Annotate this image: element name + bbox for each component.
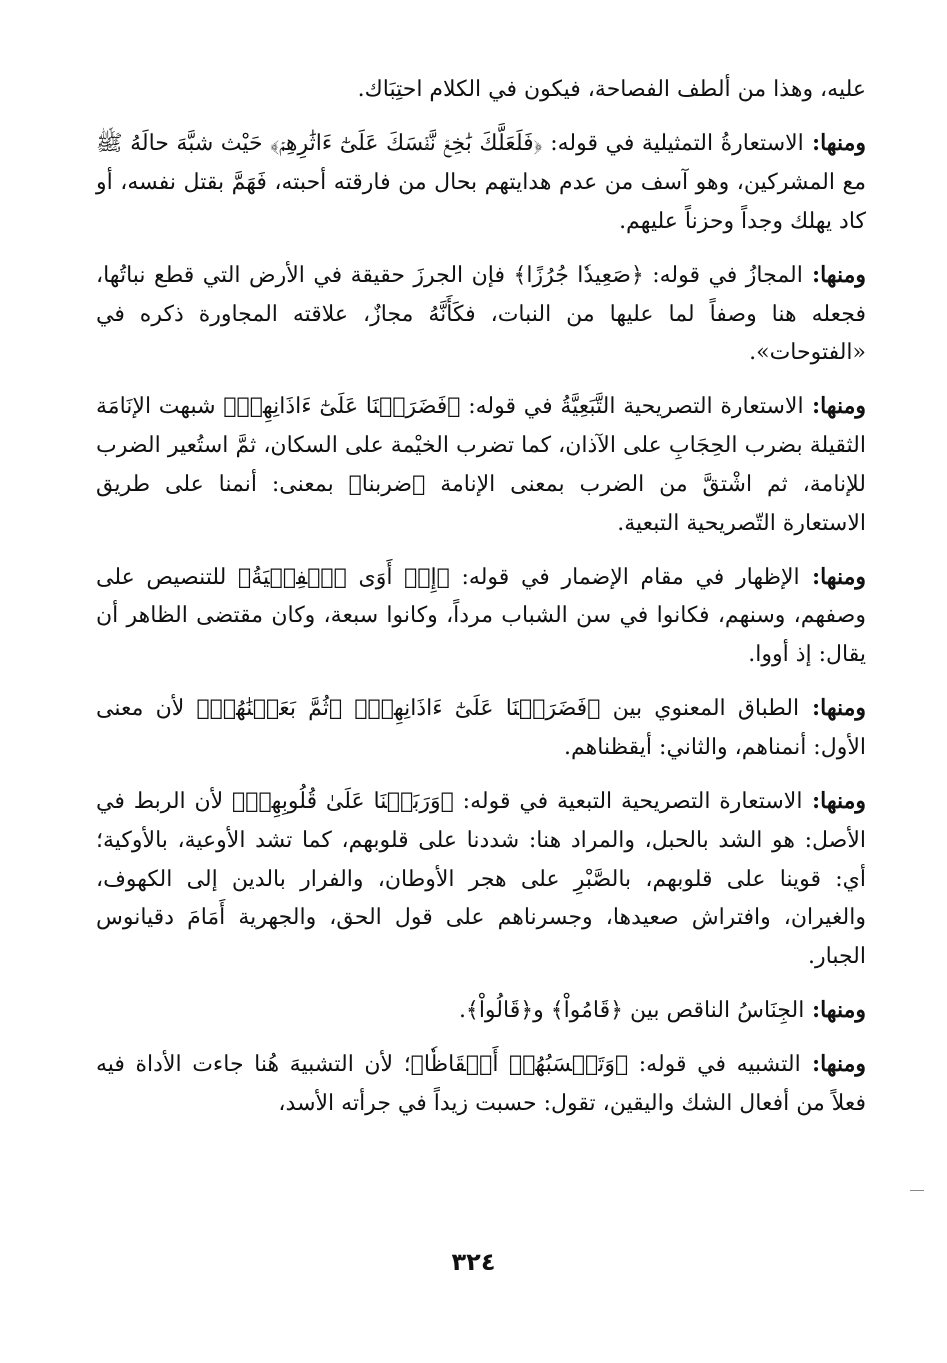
paragraph-5 bbox=[96, 558, 866, 675]
paragraph-lead: ومنها: bbox=[803, 130, 866, 157]
paragraph-text: الإظهار في مقام الإضمار في قوله: ﴿إِذۡ أَوَى ٱلۡفِتۡيَةُ﴾ للتنصيص على وصفهم، وسنهم، فكانوا في سن الشباب مرداً، وكانوا سبعة، وكان مقتضى الظاهر أن يقال: إذ أووا. bbox=[96, 564, 866, 668]
page-body bbox=[96, 70, 866, 1138]
paragraph-lead: ومنها: bbox=[800, 1051, 866, 1078]
margin-mark bbox=[910, 1190, 924, 1191]
paragraph-text: الاستعارة التصريحية التَّبَعِيَّةُ في قوله: ﴿فَضَرَبۡنَا عَلَىٰٓ ءَاذَانِهِمۡ﴾ شبهت الإنَامَة الثقيلة بضرب الحِجَابِ على الآذان، كما تضرب الخيْمة على السكان، ثمَّ استُعير الضرب للإنامة، ثم اشْتقَّ من الضرب بمعنى الإنامة ﴿ضربنا﴾ بمعنى: أنمنا على طريق الاستعارة التّصريحية التبعية. bbox=[96, 394, 866, 536]
paragraph-lead: ومنها: bbox=[799, 695, 867, 722]
paragraph-lead: ومنها: bbox=[804, 997, 866, 1024]
paragraph-lead: ومنها: bbox=[803, 393, 866, 420]
paragraph-lead: ومنها: bbox=[799, 563, 866, 590]
paragraph-1 bbox=[96, 70, 866, 110]
paragraph-text: التشبيه في قوله: ﴿وَتَحۡسَبُهُمۡ أَيۡقَاظٗا﴾؛ لأن التشبيهَ هُنا جاءت الأداة فيه فعلاً من أفعال الشك واليقين، تقول: حسبت زيداً في جرأته الأسد، bbox=[96, 1052, 866, 1117]
paragraph-text: الاستعارةُ التمثيلية في قوله: ﴿فَلَعَلَّكَ بَٰخِعٞ نَّفۡسَكَ عَلَىٰٓ ءَاثَٰرِهِمۡ﴾ حَيْث شبَّهَ حالَهُ ﷺ مع المشركين، وهو آسف من عدم هدايتهم بحال من فارقته أحبته، فَهَمَّ بقتل نفسه، أو كاد يهلك وجداً وحزناً عليهم. bbox=[96, 131, 866, 234]
page-number: ٣٢٤ bbox=[451, 1248, 496, 1276]
paragraph-6 bbox=[96, 689, 866, 767]
paragraph-text: عليه، وهذا من ألطف الفصاحة، فيكون في الكلام احتِبَاك. bbox=[357, 77, 866, 102]
paragraph-8 bbox=[96, 991, 866, 1031]
paragraph-lead: ومنها: bbox=[802, 261, 866, 288]
paragraph-lead: ومنها: bbox=[802, 788, 867, 815]
paragraph-2 bbox=[96, 124, 866, 241]
paragraph-text: المجازُ في قوله: ﴿صَعِيدٗا جُرُزًا﴾ فإن الجرزَ حقيقة في الأرض التي قطع نباتُها، فجعله هنا وصفاً لما عليها من النبات، فكَأَنَّهُ مجازٌ، علاقته المجاورة ذكره في «الفتوحات». bbox=[96, 262, 866, 366]
paragraph-7 bbox=[96, 782, 866, 977]
paragraph-3 bbox=[96, 256, 866, 373]
paragraph-text: الجِنَاسُ الناقص بين ﴿قَامُواْ﴾ و﴿قَالُواْ﴾. bbox=[458, 998, 805, 1024]
paragraph-text: الطباق المعنوي بين ﴿فَضَرَبۡنَا عَلَىٰٓ ءَاذَانِهِمۡ﴾ ﴿ثُمَّ بَعَثۡنَٰهُمۡ﴾ لأن معنى الأول: أنمناهم، والثاني: أيقظناهم. bbox=[96, 696, 866, 761]
paragraph-text: الاستعارة التصريحية التبعية في قوله: ﴿وَرَبَطۡنَا عَلَىٰ قُلُوبِهِمۡ﴾ لأن الربط في الأصل: هو الشد بالحبل، والمراد هنا: شددنا على قلوبهم، كما تشد الأوعية، بالأوكية؛ أي: قوينا على قلوبهم، بالصَّبْرِ على هجر الأوطان، والفرار بالدين إلى الكهوف، والغيران، وافتراش صعيدها، وجسرناهم على قول الحق، والجهرية أَمَامَ دقيانوس الجبار. bbox=[96, 789, 866, 970]
paragraph-4 bbox=[96, 387, 866, 543]
paragraph-9 bbox=[96, 1045, 866, 1123]
